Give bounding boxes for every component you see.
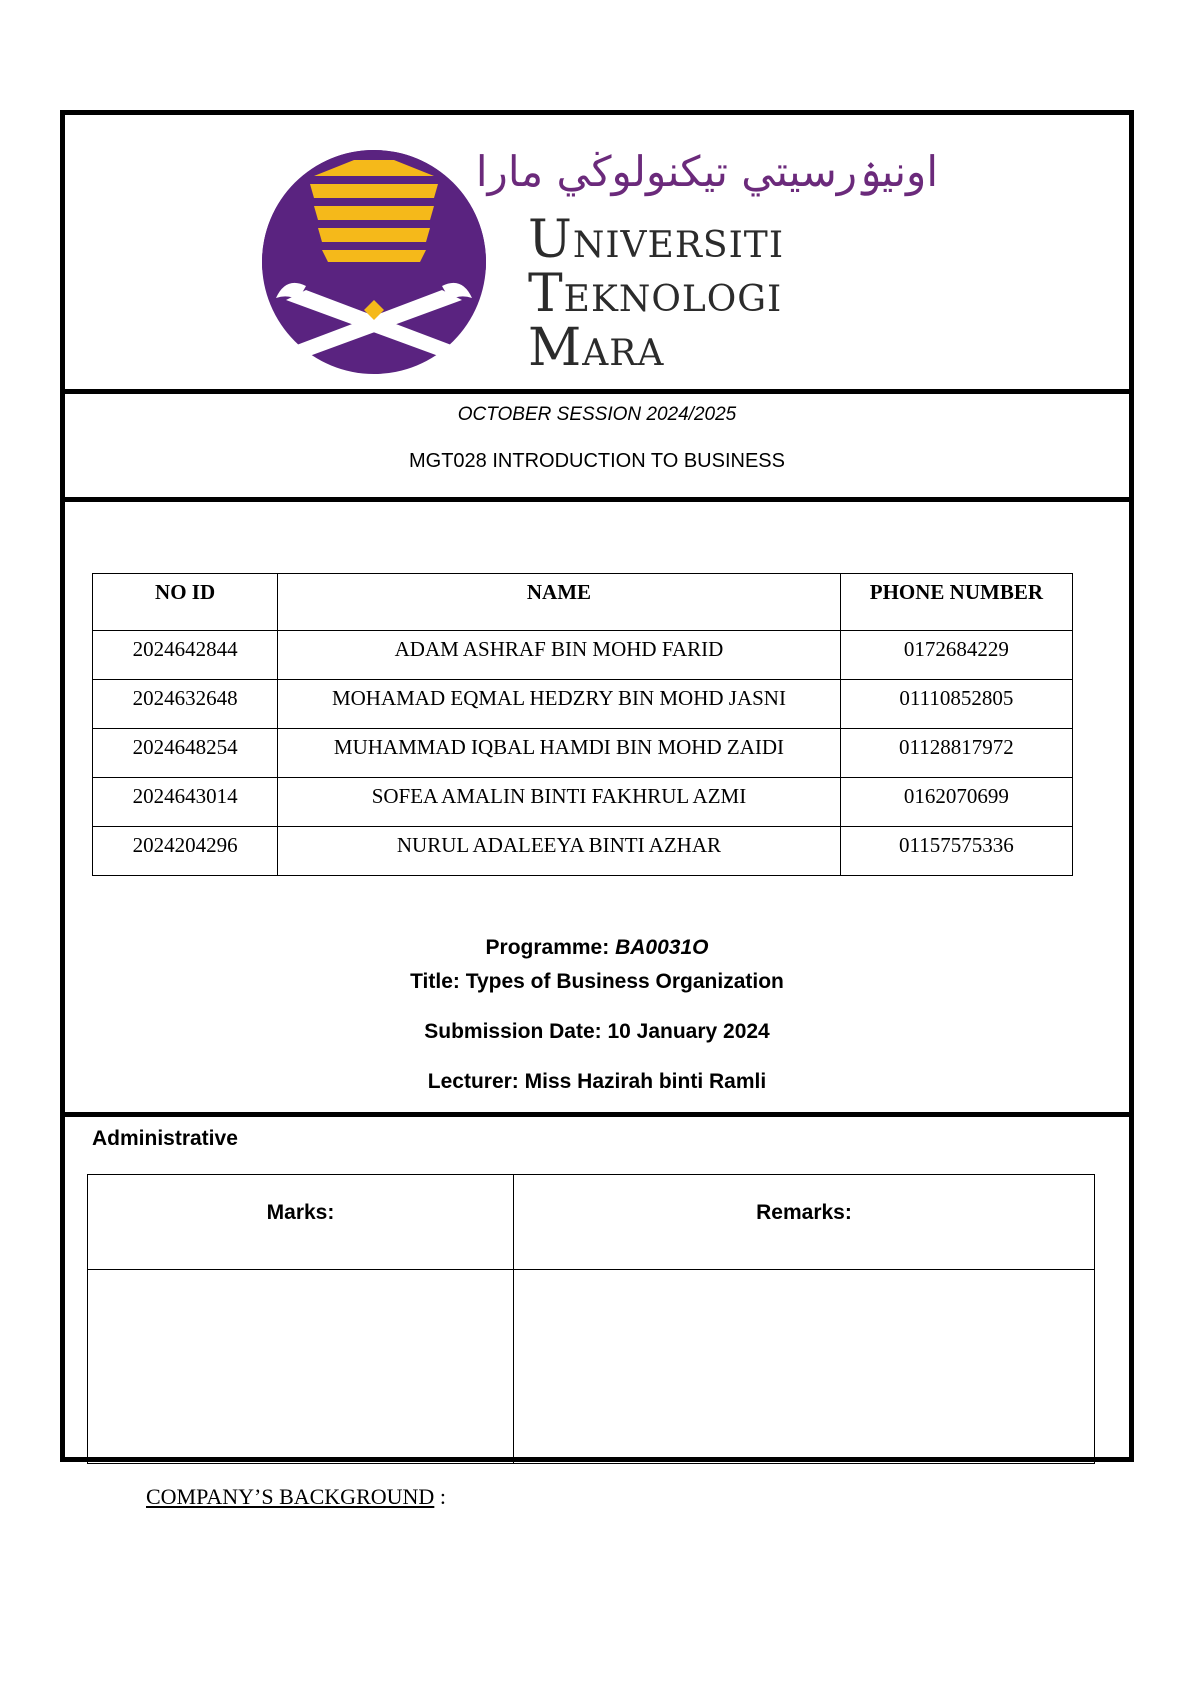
assignment-title: Title: Types of Business Organization bbox=[410, 970, 784, 993]
members-table bbox=[92, 573, 1073, 876]
header-no-id: NO ID bbox=[93, 574, 278, 631]
company-background-title: COMPANY’S BACKGROUND bbox=[146, 1484, 435, 1509]
header-phone: PHONE NUMBER bbox=[840, 574, 1072, 631]
logo-line-universiti: Universiti bbox=[528, 210, 785, 270]
programme-line bbox=[60, 936, 1134, 960]
members-header-row bbox=[93, 574, 1073, 631]
member-phone: 01128817972 bbox=[840, 729, 1072, 778]
company-background-heading bbox=[146, 1484, 446, 1510]
administrative-label: Administrative bbox=[92, 1127, 238, 1150]
member-id: 2024204296 bbox=[93, 827, 278, 876]
marks-label: Marks: bbox=[88, 1175, 514, 1270]
table-row bbox=[93, 729, 1073, 778]
admin-header-row bbox=[88, 1175, 1095, 1270]
member-id: 2024648254 bbox=[93, 729, 278, 778]
member-id: 2024642844 bbox=[93, 631, 278, 680]
divider-header bbox=[60, 497, 1134, 502]
course-title: MGT028 INTRODUCTION TO BUSINESS bbox=[409, 450, 785, 472]
admin-table bbox=[87, 1174, 1095, 1464]
table-row bbox=[93, 827, 1073, 876]
remarks-field[interactable] bbox=[514, 1270, 1095, 1464]
member-phone: 01110852805 bbox=[840, 680, 1072, 729]
header-name: NAME bbox=[278, 574, 841, 631]
member-name: MOHAMAD EQMAL HEDZRY BIN MOHD JASNI bbox=[278, 680, 841, 729]
session-label: OCTOBER SESSION 2024/2025 bbox=[457, 404, 737, 425]
remarks-label: Remarks: bbox=[514, 1175, 1095, 1270]
member-name: SOFEA AMALIN BINTI FAKHRUL AZMI bbox=[278, 778, 841, 827]
marks-field[interactable] bbox=[88, 1270, 514, 1464]
lecturer-name: Lecturer: Miss Hazirah binti Ramli bbox=[427, 1070, 767, 1093]
heading-colon: : bbox=[434, 1484, 446, 1509]
member-phone: 01157575336 bbox=[840, 827, 1072, 876]
programme-label: Programme: bbox=[485, 936, 616, 959]
table-row bbox=[93, 680, 1073, 729]
logo-line-mara: Mara bbox=[528, 318, 665, 378]
programme-code: BA0031O bbox=[615, 936, 709, 959]
member-name: ADAM ASHRAF BIN MOHD FARID bbox=[278, 631, 841, 680]
member-id: 2024632648 bbox=[93, 680, 278, 729]
table-row bbox=[93, 631, 1073, 680]
logo-line-teknologi: Teknologi bbox=[528, 264, 783, 324]
admin-entry-row bbox=[88, 1270, 1095, 1464]
member-name: MUHAMMAD IQBAL HAMDI BIN MOHD ZAIDI bbox=[278, 729, 841, 778]
member-id: 2024643014 bbox=[93, 778, 278, 827]
table-row bbox=[93, 778, 1073, 827]
uitm-emblem-logo bbox=[258, 150, 490, 374]
divider-admin bbox=[60, 1112, 1134, 1117]
member-phone: 0172684229 bbox=[840, 631, 1072, 680]
logo-arabic-text: اونيۏرسيتي تيكنولوڬي مارا bbox=[475, 147, 938, 196]
submission-date: Submission Date: 10 January 2024 bbox=[424, 1020, 770, 1043]
divider-logo bbox=[60, 389, 1134, 394]
member-phone: 0162070699 bbox=[840, 778, 1072, 827]
member-name: NURUL ADALEEYA BINTI AZHAR bbox=[278, 827, 841, 876]
